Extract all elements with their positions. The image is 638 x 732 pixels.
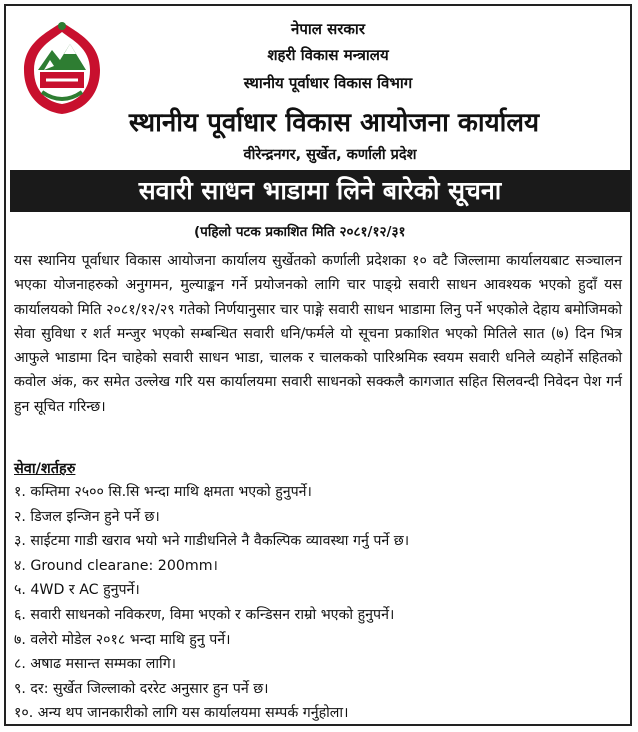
notice-body: यस स्थानिय पूर्वाधार विकास आयोजना कार्यालय सुर्खेतको कर्णाली प्रदेशका १० वटै जिल्लामा कार्यालयबाट सञ्चालन भएका योजनाहरुको अनुगमन, मुल्याङ्कन गर्ने प्रयोजनको लागि चार पाङ्ग्रे सवारी साधन आवश्यक भएको हुदाँ यस कार्यालयको मिति २०८१/१२/२९ गतेको निर्णयानुसार चार पाङ्गे सवारी साधन भाडामा लिनु पर्ने भएकोले देहाय बमोजिमको सेवा सुविधा र शर्त मन्जुर भएको सम्बन्धित सवारी धनि/फर्मले यो सूचना प्रकाशित भएको मितिले सात (७) दिन भित्र आफुले भाडामा दिन चाहेको सवारी साधन भाडा, चालक र चालकको पारिश्रमिक स्वयम सवारी धनिले व्यहोर्ने सहितको कवोल अंक, कर समेत उल्लेख गरि यस कार्यालयमा सवारी साधनको सक्कलै कागजात सहित सिलवन्दी निवेदन पेश गर्न हुन सूचित गरिन्छ।	[14, 253, 622, 415]
published-date: (पहिलो पटक प्रकाशित मिति २०८१/१२/३१	[194, 224, 406, 240]
condition-item: २. डिजल इन्जिन हुने पर्ने छ।	[14, 508, 160, 525]
office-name: स्थानीय पूर्वाधार विकास आयोजना कार्यालय	[128, 108, 540, 138]
ministry-name: शहरी विकास मन्त्रालय	[267, 46, 389, 64]
conditions-title: सेवा/शर्तहरु	[14, 461, 76, 477]
department-name: स्थानीय पूर्वाधार विकास विभाग	[243, 74, 413, 92]
condition-item: ६. सवारी साधनको नविकरण, विमा भएको र कन्डिसन राम्रो भएको हुनुपर्ने।	[14, 606, 395, 623]
condition-item: ८. अषाढ मसान्त सम्मका लागि।	[14, 656, 177, 673]
office-address: वीरेन्द्रनगर, सुर्खेत, कर्णाली प्रदेश	[243, 147, 417, 163]
condition-item: १०. अन्य थप जानकारीको लागि यस कार्यालयमा सम्पर्क गर्नुहोला।	[14, 705, 349, 722]
government-name: नेपाल सरकार	[291, 20, 365, 38]
notice-title: सवारी साधन भाडामा लिने बारेको सूचना	[10, 170, 630, 212]
condition-item: ४. Ground clearane: 200mm।	[14, 557, 218, 574]
condition-item: ५. 4WD र AC हुनुपर्ने।	[14, 582, 140, 599]
condition-item: ३. साईटमा गाडी खराव भयो भने गाडीधनिले नै वैकल्पिक व्यावस्था गर्नु पर्ने छ।	[14, 533, 410, 550]
condition-item: ९. दर: सुर्खेत जिल्लाको दररेट अनुसार हुन पर्ने छ।	[14, 680, 269, 697]
notice-frame	[4, 4, 632, 726]
condition-item: ७. वलेरो मोडेल २०१८ भन्दा माथि हुनु पर्ने।	[14, 631, 231, 648]
conditions-list	[14, 480, 622, 726]
condition-item: १. कम्तिमा २५०० सि.सि भन्दा माथि क्षमता भएको हुनुपर्ने।	[14, 484, 312, 500]
